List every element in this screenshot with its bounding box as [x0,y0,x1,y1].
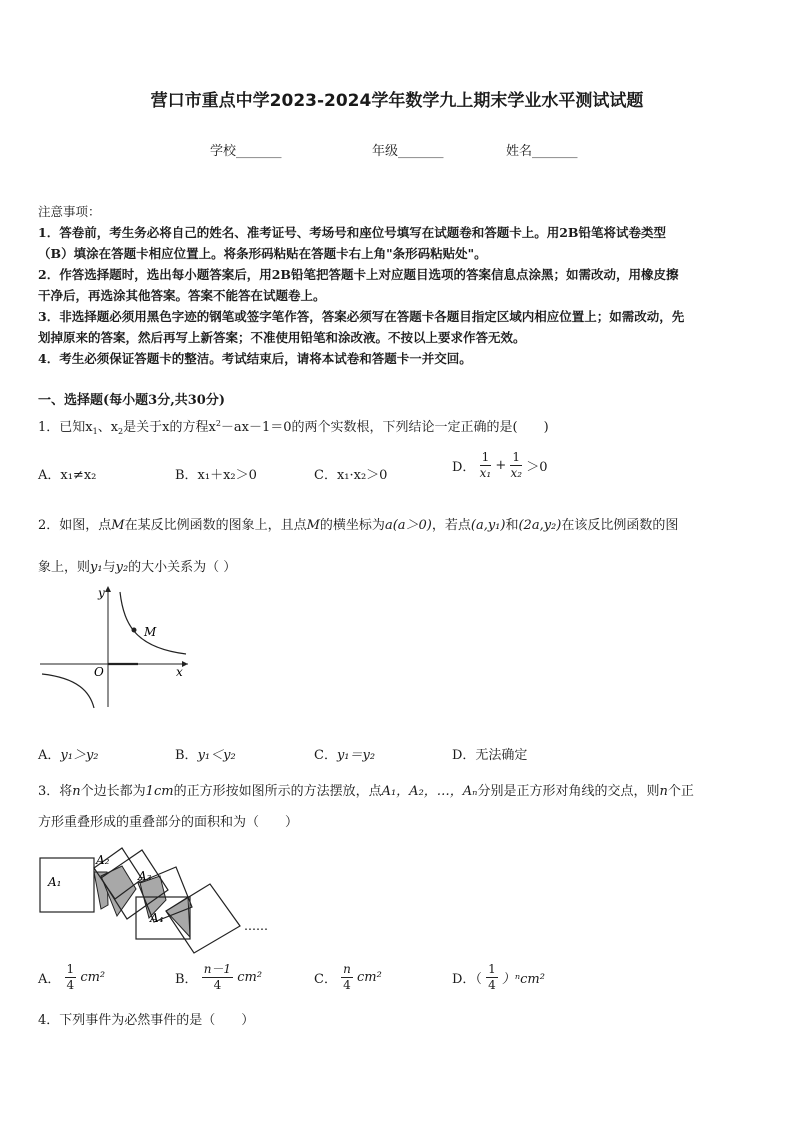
q3-option-b: B． $\frac{n-1}{4}$ cm² [175,962,263,992]
label-y: y [98,586,105,600]
point-m [132,628,137,633]
q2-option-c: C．y₁＝y₂ [314,748,376,763]
q4-stem: 4．下列事件为必然事件的是（ ） [38,1013,255,1028]
ellipsis: …… [244,919,268,933]
q3-option-d: D．（ $\frac{1}{4}$ ）ⁿcm² [452,962,545,992]
q1-stem: 1．已知$x_1$、$x_2$是关于x的方程$x^2-ax-1=0$的两个实数根，下列结论一定正确的是( ) [38,419,549,436]
notes-line-6: 划掉原来的答案，然后再写上新答案；不准使用铅笔和涂改液。不按以上要求作答无效。 [38,330,526,345]
hyperbola-branch-2 [42,674,94,708]
q2-option-d: D．无法确定 [452,748,528,763]
notes-heading: 注意事项： [38,204,101,219]
label-o: O [94,665,104,679]
name-field: 姓名_______ [506,144,578,159]
grade-field: 年级_______ [372,144,444,159]
notes-line-7: 4．考生必须保证答题卡的整洁。考试结束后，请将本试卷和答题卡一并交回。 [38,351,472,366]
q3-stem-line-1: 3．将n个边长都为1cm的正方形按如图所示的方法摆放，点A₁，A₂，…，Aₙ分别是正方形对角线的交点，则n个正 [38,784,694,799]
label-a2: A₂ [96,853,110,867]
q3-option-a: A． $\frac{1}{4}$ cm² [38,962,106,992]
q2-option-b: B．y₁＜y₂ [175,748,236,763]
school-field: 学校_______ [210,144,282,159]
label-a1: A₁ [48,875,62,889]
q3-stem-line-2: 方形重叠形成的重叠部分的面积和为（ ） [38,815,299,830]
notes-line-5: 3．非选择题必须用黑色字迹的钢笔或签字笔作答，答案必须写在答题卡各题目指定区域内相应位置上；如需改动，先 [38,309,685,324]
q2-graph [38,582,198,712]
page-title: 营口市重点中学2023-2024学年数学九上期末学业水平测试试题 [150,91,644,111]
label-m: M [144,625,157,639]
section-heading: 一、选择题(每小题3分,共30分) [38,393,225,408]
notes-line-2: （B）填涂在答题卡相应位置上。将条形码粘贴在答题卡右上角"条形码粘贴处"。 [38,246,487,261]
q3-squares-figure [38,840,288,960]
q2-stem-line-1: 2．如图，点M在某反比例函数的图象上，且点M的横坐标为a(a＞0)，若点(a,y₁)和(2a,y₂)在该反比例函数的图 [38,518,679,533]
label-x: x [176,665,183,679]
q2-stem-line-2: 象上，则y₁与y₂的大小关系为（ ） [38,560,237,575]
q1-option-b: B．x₁＋x₂＞0 [175,468,257,483]
hyperbola-branch-1 [120,592,186,654]
label-a4: A₄ [150,911,164,925]
q1-option-d: D． $\frac{1}{\text{x₁}}$ + $\frac{1}{\text{x₂}}$ ＞0 [452,450,548,480]
q3-option-c: C． $\frac{n}{4}$ cm² [314,962,382,992]
q1-option-a: A．x₁≠x₂ [38,468,97,483]
label-a3: A₃ [138,869,152,883]
q1-option-c: C．x₁·x₂＞0 [314,468,388,483]
x-axis-arrow-icon [182,661,188,667]
notes-line-4: 干净后，再选涂其他答案。答案不能答在试题卷上。 [38,288,326,303]
y-axis-arrow-icon [105,586,111,592]
notes-line-3: 2．作答选择题时，选出每小题答案后，用2B铅笔把答题卡上对应题目选项的答案信息点涂黑；如需改动，用橡皮擦 [38,267,679,282]
notes-line-1: 1．答卷前，考生务必将自己的姓名、准考证号、考场号和座位号填写在试题卷和答题卡上。用2B铅笔将试卷类型 [38,225,666,240]
q2-option-a: A．y₁＞y₂ [38,748,99,763]
